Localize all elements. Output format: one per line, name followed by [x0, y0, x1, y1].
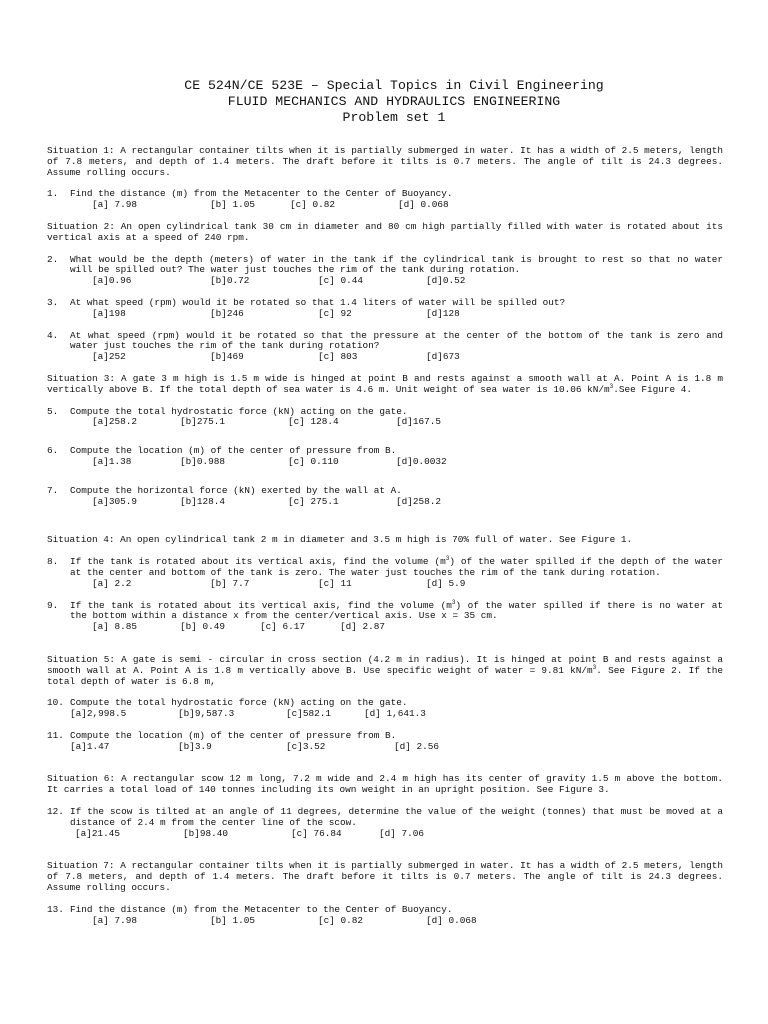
cubed-superscript: 3	[592, 663, 597, 671]
choice-d: [d] 1,641.3	[364, 708, 426, 720]
question-number: 8.	[47, 556, 59, 568]
choice-d: [d] 2.56	[394, 740, 440, 752]
choice-c: [c] 11	[318, 577, 352, 589]
question-number: 9.	[47, 599, 59, 611]
choice-b: [b] 7.7	[210, 577, 250, 589]
choice-c: [c] 6.17	[260, 621, 306, 633]
situation-3-text-end: .See Figure 4.	[613, 383, 692, 395]
question-2	[47, 255, 723, 277]
choice-a: [a]258.2	[92, 416, 138, 428]
question-8	[47, 557, 723, 579]
situation-5-text: Situation 5: A gate is semi - circular in cross section (4.2 m in radius). It is hinged at point B and rests against a smooth wall at A. Point A is 1.8 m vertically above B. Use specific weight of water = 9.81 kN/m	[47, 653, 723, 676]
question-text: Compute the location (m) of the center of pressure from B.	[70, 445, 397, 457]
choice-d: [d] 0.068	[398, 199, 449, 211]
choice-b: [b]0.988	[180, 455, 226, 467]
question-number: 5.	[47, 405, 59, 417]
choice-c: [c]582.1	[286, 708, 332, 720]
choice-c: [c] 803	[318, 351, 358, 363]
question-number: 6.	[47, 445, 59, 457]
choices-13	[92, 916, 723, 927]
question-text-end: ) of the water spilled if the depth of the water at the center and bottom of the tank is zero. The water just touches the rim of the tank during rotation.	[70, 556, 724, 578]
choice-b: [b] 1.05	[210, 199, 256, 211]
choice-a: [a]198	[92, 307, 126, 319]
choice-a: [a]21.45	[75, 827, 121, 839]
choice-c: [c] 0.44	[318, 275, 364, 287]
subject-title: FLUID MECHANICS AND HYDRAULICS ENGINEERING	[227, 94, 561, 109]
question-number: 3.	[47, 296, 59, 308]
choice-a: [a]1.47	[70, 740, 110, 752]
situation-6: Situation 6: A rectangular scow 12 m long, 7.2 m wide and 2.4 m high has its center of gravity 1.5 m above the bottom. It carries a total load of 140 tonnes including its own weight in an upright position. See Figure 3.	[47, 773, 723, 796]
question-text: Find the distance (m) from the Metacenter to the Center of Buoyancy.	[70, 188, 453, 200]
choice-a: [a]0.96	[92, 275, 132, 287]
situation-3-text: Situation 3: A gate 3 m high is 1.5 m wide is hinged at point B and rests against a smooth wall at A. Point A is 1.8 m vertically above B. If the total depth of sea water is 4.6 m. Unit weight of sea water is 10.06 kN/m	[47, 372, 723, 395]
choices-1	[92, 200, 723, 211]
question-text: At what speed (rpm) would it be rotated so that 1.4 liters of water will be spilled out?	[70, 296, 566, 308]
question-text: If the scow is tilted at an angle of 11 degrees, determine the value of the weight (tonnes) that must be moved at a distance of 2.4 m from the center line of the scow.	[70, 806, 723, 828]
choices-7	[92, 497, 723, 508]
choices-2	[92, 276, 723, 287]
question-3	[47, 298, 723, 309]
choices-3	[92, 309, 723, 320]
choice-d: [d]258.2	[396, 495, 442, 507]
question-number: 11.	[47, 729, 64, 741]
question-number: 2.	[47, 253, 59, 265]
choice-c: [c] 128.4	[288, 416, 339, 428]
choice-b: [b]0.72	[210, 275, 250, 287]
situation-7: Situation 7: A rectangular container tilts when it is partially submerged in water. It has a width of 2.5 meters, length of 7.8 meters, and depth of 1.4 meters. The draft before it tilts is 0.7 meters. The angle of tilt is 24.3 degrees. Assume rolling occurs.	[47, 860, 723, 894]
choice-a: [a]2,998.5	[70, 708, 127, 720]
situation-4: Situation 4: An open cylindrical tank 2 m in diameter and 3.5 m high is 70% full of water. See Figure 1.	[47, 534, 633, 546]
choices-8	[92, 579, 723, 590]
question-number: 7.	[47, 484, 59, 496]
choice-a: [a] 8.85	[92, 621, 138, 633]
question-text-start: If the tank is rotated about its vertical axis, find the volume (m	[70, 599, 452, 611]
choice-c: [c] 92	[318, 307, 352, 319]
choice-a: [a]305.9	[92, 495, 138, 507]
choices-5	[92, 417, 723, 428]
choices-12	[75, 829, 723, 840]
choices-9	[92, 622, 723, 633]
choice-d: [d]673	[426, 351, 460, 363]
question-1	[47, 189, 723, 200]
question-6	[47, 446, 723, 457]
situation-3	[47, 374, 723, 396]
choice-b: [b] 0.49	[180, 621, 226, 633]
question-13	[47, 905, 723, 916]
question-text	[70, 557, 723, 579]
choice-a: [a]1.38	[92, 455, 132, 467]
choice-a: [a] 7.98	[92, 199, 138, 211]
cubed-superscript: 3	[451, 598, 456, 606]
choice-b: [b]9,587.3	[178, 708, 235, 720]
choice-a: [a] 2.2	[92, 577, 132, 589]
question-12	[47, 807, 723, 829]
question-11	[47, 731, 723, 742]
problem-set-page	[47, 78, 723, 937]
choices-6	[92, 457, 723, 468]
choice-d: [d]0.0032	[396, 455, 447, 467]
question-text: Compute the total hydrostatic force (kN) acting on the gate.	[70, 405, 408, 417]
choice-b: [b]3.9	[178, 740, 212, 752]
question-5	[47, 407, 723, 418]
question-text-end: ) of the water spilled if there is no water at the bottom within a distance x from the center/vertical axis. Use x = 35 cm.	[70, 599, 723, 622]
question-9	[47, 598, 723, 623]
question-number: 4.	[47, 329, 59, 341]
choice-d: [d]0.52	[426, 275, 466, 287]
choice-b: [b]246	[210, 307, 244, 319]
course-title: CE 524N/CE 523E – Special Topics in Civil Engineering	[184, 78, 604, 93]
choice-b: [b] 1.05	[210, 914, 256, 926]
choice-d: [d]167.5	[396, 416, 442, 428]
choice-c: [c] 76.84	[291, 827, 342, 839]
choice-d: [d] 7.06	[379, 827, 425, 839]
question-text: Compute the location (m) of the center of pressure from B.	[70, 729, 397, 741]
choices-4	[92, 352, 723, 363]
choice-d: [d] 0.068	[426, 914, 477, 926]
document-body	[47, 146, 723, 926]
choice-b: [b]469	[210, 351, 244, 363]
choice-d: [d] 5.9	[426, 577, 466, 589]
situation-2: Situation 2: An open cylindrical tank 30 cm in diameter and 80 cm high partially filled with water is rotated about its vertical axis at a speed of 240 rpm.	[47, 220, 723, 243]
document-header	[65, 78, 723, 126]
choice-c: [c] 0.110	[288, 455, 339, 467]
choice-c: [c] 0.82	[318, 914, 364, 926]
question-text: Find the distance (m) from the Metacenter to the Center of Buoyancy.	[70, 903, 453, 915]
choice-b: [b]275.1	[180, 416, 226, 428]
situation-1: Situation 1: A rectangular container tilts when it is partially submerged in water. It has a width of 2.5 meters, length of 7.8 meters, and depth of 1.4 meters. The draft before it tilts is 0.7 meters. The angle of tilt is 24.3 degrees. Assume rolling occurs.	[47, 145, 723, 178]
choice-c: [c] 275.1	[288, 495, 339, 507]
question-text: Compute the horizontal force (kN) exerted by the wall at A.	[70, 484, 402, 496]
choice-c: [c] 0.82	[290, 199, 336, 211]
cubed-superscript: 3	[445, 555, 450, 562]
choices-11	[70, 742, 723, 753]
question-number: 13.	[47, 903, 64, 915]
choice-a: [a] 7.98	[92, 914, 138, 926]
situation-5-text-end: . See Figure 2. If the total depth of water is 6.8 m,	[47, 664, 723, 687]
problem-set-title: Problem set 1	[342, 110, 446, 125]
situation-5	[47, 655, 723, 687]
question-number: 12.	[47, 806, 64, 818]
question-text: At what speed (rpm) would it be rotated so that the pressure at the center of the bottom of the tank is zero and water just touches the rim of the tank during rotation?	[70, 329, 723, 352]
choice-c: [c]3.52	[286, 740, 326, 752]
question-number: 10.	[47, 697, 64, 709]
question-number: 1.	[47, 188, 59, 200]
question-text	[70, 598, 723, 623]
choices-10	[70, 709, 723, 720]
choice-d: [d]128	[426, 307, 460, 319]
choice-b: [b]128.4	[180, 495, 226, 507]
choice-b: [b]98.40	[183, 827, 229, 839]
question-text: What would be the depth (meters) of water in the tank if the cylindrical tank is brought to rest so that no water will be spilled out? The water just touches the rim of the tank during rotation.	[70, 253, 723, 276]
question-7	[47, 486, 723, 497]
question-text: Compute the total hydrostatic force (kN) acting on the gate.	[70, 697, 408, 709]
question-4	[47, 331, 723, 353]
question-text-start: If the tank is rotated about its vertical axis, find the volume (m	[70, 556, 446, 568]
cubed-superscript: 3	[609, 382, 614, 390]
choice-d: [d] 2.87	[340, 621, 386, 633]
choice-a: [a]252	[92, 351, 126, 363]
